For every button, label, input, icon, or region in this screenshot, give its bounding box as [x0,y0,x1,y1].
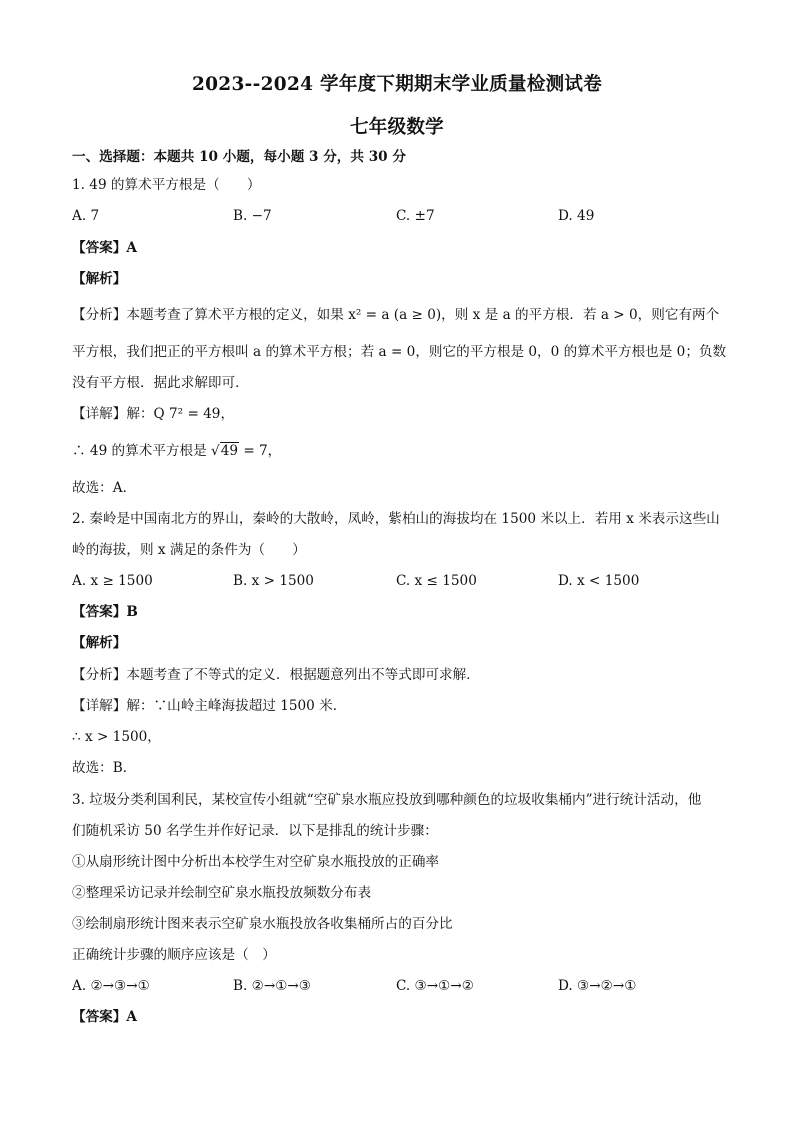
q3-question: 正确统计步骤的顺序应该是（ ） [72,947,276,963]
q1-sqrt-radicand: 49 [220,443,238,459]
q3-option-a: A. ②→③→① [72,978,150,994]
q2-option-d: D. x < 1500 [558,573,640,589]
q1-analysis-line3: 没有平方根．据此求解即可． [72,375,249,391]
q1-detail-text: ∴ 49 的算术平方根是 [72,443,212,459]
exam-subject: 七年级数学 [349,117,444,138]
q1-analysis-line2: 平方根，我们把正的平方根叫 a 的算术平方根；若 a = 0，则它的平方根是 0，0 的算术平方根也是 0；负数 [72,344,727,360]
exam-title: 2023--2024 学年度下期期末学业质量检测试卷 [191,74,603,95]
q1-option-d: D. 49 [558,208,595,224]
q1-answer: 【答案】A [72,240,137,256]
q2-answer: 【答案】B [72,604,138,620]
sqrt-sign: √ [211,443,220,459]
q3-step-3: ③绘制扇形统计图来表示空矿泉水瓶投放各收集桶所占的百分比 [72,916,453,932]
q1-option-a: A. 7 [72,208,100,224]
q2-detail-line1: 【详解】解：∵山岭主峰海拔超过 1500 米． [72,698,347,714]
q1-detail-result: = 7， [239,443,282,459]
q2-choice: 故选：B． [72,760,137,776]
q2-stem-line2: 岭的海拔，则 x 满足的条件为（ ） [72,542,306,558]
q2-stem-line1: 2. 秦岭是中国南北方的界山，秦岭的大散岭，凤岭，紫柏山的海拔均在 1500 米以上．若用 x 米表示这些山 [72,511,720,527]
q3-step-1: ①从扇形统计图中分析出本校学生对空矿泉水瓶投放的正确率 [72,854,440,870]
q1-detail-line1: 【详解】解：Q 7² = 49， [72,406,235,422]
q2-option-b: B. x > 1500 [233,573,314,589]
q3-option-b: B. ②→①→③ [233,978,311,994]
q1-analysis-label: 【解析】 [72,271,127,287]
q2-detail-line2: ∴ x > 1500， [72,729,161,745]
q1-detail-line2 [72,442,732,460]
q1-stem: 1. 49 的算术平方根是（ ） [72,177,261,193]
q2-analysis-label: 【解析】 [72,635,127,651]
q1-analysis-line1: 【分析】本题考查了算术平方根的定义，如果 x² = a (a ≥ 0)，则 x 是 a 的平方根．若 a > 0，则它有两个 [72,307,720,323]
q2-option-c: C. x ≤ 1500 [396,573,477,589]
q2-analysis: 【分析】本题考查了不等式的定义．根据题意列出不等式即可求解． [72,667,480,683]
section-heading: 一、选择题：本题共 10 小题，每小题 3 分，共 30 分 [72,149,406,165]
q3-option-d: D. ③→②→① [558,978,637,994]
q3-step-2: ②整理采访记录并绘制空矿泉水瓶投放频数分布表 [72,885,372,901]
q3-stem-line2: 们随机采访 50 名学生并作好记录．以下是排乱的统计步骤： [72,823,438,839]
q2-option-a: A. x ≥ 1500 [72,573,153,589]
q1-choice: 故选：A． [72,480,137,496]
q3-option-c: C. ③→①→② [396,978,474,994]
q3-stem-line1: 3. 垃圾分类利国利民，某校宣传小组就“空矿泉水瓶应投放到哪种颜色的垃圾收集桶内”进行统计活动，他 [72,792,702,808]
q3-answer: 【答案】A [72,1009,137,1025]
q1-option-b: B. −7 [233,208,272,224]
q1-option-c: C. ±7 [396,208,435,224]
